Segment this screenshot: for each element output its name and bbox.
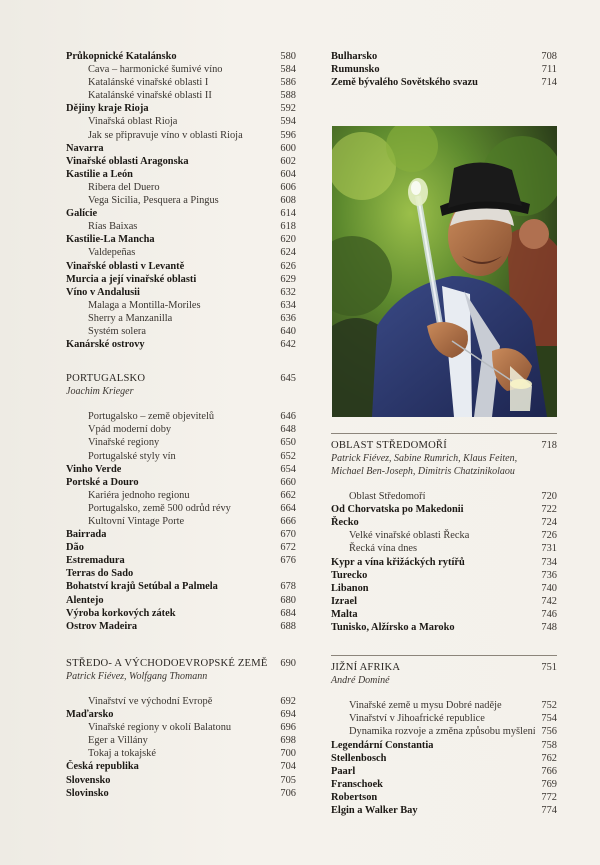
toc-entry-page-number: 664 — [280, 502, 296, 514]
toc-entry-page-number: 762 — [541, 752, 557, 764]
toc-entry-title: Katalánské vinařské oblasti I — [88, 77, 209, 89]
toc-entry — [66, 620, 296, 633]
toc-entry — [66, 286, 296, 299]
toc-entry — [331, 778, 557, 791]
mediterranean-section-list — [331, 490, 557, 634]
toc-entry-page-number: 724 — [541, 517, 557, 529]
toc-entry-title: Velké vinařské oblasti Řecka — [349, 530, 470, 542]
toc-entry-page-number: 752 — [541, 700, 557, 712]
toc-entry — [331, 621, 557, 634]
toc-entry-title: Kypr a vína křižáckých rytířů — [331, 556, 465, 568]
toc-entry — [66, 410, 296, 423]
section-divider — [331, 433, 557, 434]
toc-entry — [331, 542, 557, 555]
toc-entry-page-number: 654 — [280, 463, 296, 475]
south-africa-section-header — [331, 661, 557, 687]
toc-entry-page-number: 714 — [541, 77, 557, 89]
toc-entry-title: Portské a Douro — [66, 476, 139, 488]
toc-entry-page-number: 734 — [541, 556, 557, 568]
toc-entry-title: Vega Sicilia, Pesquera a Pingus — [88, 195, 219, 207]
toc-entry — [66, 489, 296, 502]
toc-entry-page-number: 629 — [280, 273, 296, 285]
toc-right-column — [331, 50, 557, 89]
toc-entry-page-number: 736 — [541, 569, 557, 581]
toc-entry-page-number: 640 — [280, 325, 296, 337]
toc-entry-page-number: 742 — [541, 595, 557, 607]
toc-entry — [66, 567, 296, 580]
toc-entry-title: Vinařská oblast Rioja — [88, 116, 178, 128]
toc-entry-title: Tunisko, Alžírsko a Maroko — [331, 622, 455, 634]
toc-entry-title: Galície — [66, 208, 98, 220]
toc-entry — [66, 528, 296, 541]
toc-entry — [66, 273, 296, 286]
toc-entry — [331, 569, 557, 582]
section-title: PORTUGALSKO — [66, 373, 146, 385]
toc-entry-page-number: 648 — [280, 424, 296, 436]
toc-entry — [66, 246, 296, 259]
toc-entry-page-number: 666 — [280, 516, 296, 527]
toc-entry — [66, 787, 296, 800]
toc-entry-title: Rías Baixas — [88, 221, 138, 233]
toc-entry-page-number: 600 — [280, 142, 296, 154]
toc-entry-title: Rumunsko — [331, 64, 380, 76]
toc-entry-page-number: 756 — [541, 726, 557, 738]
toc-entry-page-number: 594 — [280, 116, 296, 128]
toc-entry-title: Země bývalého Sovětského svazu — [331, 77, 478, 89]
toc-entry-title: Portugalsko – země objevitelů — [88, 411, 215, 423]
toc-entry-title: Vpád moderní doby — [88, 424, 172, 436]
toc-entry — [331, 490, 557, 503]
toc-entry-title: Vinařské oblasti Aragonska — [66, 155, 189, 167]
toc-entry-page-number: 758 — [541, 739, 557, 751]
toc-entry-page-number: 646 — [280, 411, 296, 423]
toc-entry-page-number: 626 — [280, 260, 296, 272]
toc-entry-title: Vinařské oblasti v Levantě — [66, 260, 185, 272]
toc-entry-page-number: 614 — [280, 208, 296, 220]
toc-entry-title: Legendární Constantia — [331, 739, 434, 751]
section-divider — [331, 655, 557, 656]
toc-entry-page-number: 662 — [280, 489, 296, 501]
toc-entry — [331, 739, 557, 752]
man-pouring-wine-photo — [332, 126, 557, 417]
toc-entry — [66, 76, 296, 89]
toc-entry — [66, 155, 296, 168]
toc-entry-title: Víno v Andalusii — [66, 286, 140, 298]
toc-entry-title: Valdepeñas — [88, 247, 136, 259]
spain-section-list — [66, 50, 296, 351]
toc-entry-page-number: 672 — [280, 542, 296, 554]
toc-entry — [66, 299, 296, 312]
toc-entry-title: Terras do Sado — [66, 568, 134, 580]
toc-entry-page-number: 769 — [541, 778, 557, 790]
toc-entry-page-number: 634 — [280, 299, 296, 311]
toc-entry-page-number: 772 — [541, 791, 557, 803]
toc-entry-page-number: 660 — [280, 476, 296, 488]
toc-entry — [331, 699, 557, 712]
toc-entry-title: Maďarsko — [66, 709, 114, 721]
toc-entry — [331, 76, 557, 89]
toc-entry-title: Průkopnické Katalánsko — [66, 51, 177, 62]
toc-entry-page-number: 708 — [541, 51, 557, 62]
toc-entry — [66, 580, 296, 593]
toc-entry-title: Bulharsko — [331, 51, 378, 62]
toc-entry — [66, 325, 296, 338]
toc-entry-title: Sherry a Manzanilla — [88, 312, 173, 324]
toc-entry-page-number: 606 — [280, 181, 296, 193]
toc-entry — [66, 450, 296, 463]
toc-entry-title: Ribera del Duero — [88, 181, 160, 193]
toc-entry-page-number: 711 — [541, 64, 557, 76]
toc-entry-title: Vinho Verde — [66, 463, 122, 475]
toc-entry-title: Vinařství v Jihoafrické republice — [349, 713, 485, 725]
toc-entry-page-number: 680 — [280, 594, 296, 606]
toc-entry — [331, 804, 557, 817]
toc-entry-title: Kastilie a León — [66, 168, 133, 180]
toc-entry-title: Tokaj a tokajské — [88, 748, 156, 760]
section-page-number: 718 — [541, 440, 557, 451]
toc-entry-title: Kariéra jednoho regionu — [88, 489, 190, 501]
toc-entry-page-number: 774 — [541, 804, 557, 816]
toc-entry-title: Bohatství krajů Setúbal a Palmela — [66, 581, 218, 593]
section-page-number: 645 — [280, 373, 296, 385]
toc-entry-title: Franschoek — [331, 778, 383, 790]
toc-entry — [331, 556, 557, 569]
section-page-number: 690 — [280, 657, 296, 669]
toc-entry-title: Kultovní Vintage Porte — [88, 516, 185, 527]
toc-entry — [331, 63, 557, 76]
section-page-number: 751 — [541, 662, 557, 674]
toc-entry-page-number: 706 — [280, 787, 296, 799]
toc-entry-page-number: 694 — [280, 709, 296, 721]
toc-entry-title: Eger a Villány — [88, 735, 148, 747]
toc-entry — [66, 423, 296, 436]
toc-entry — [331, 582, 557, 595]
toc-entry-title: Vinařské regiony — [88, 437, 160, 449]
toc-entry-page-number: 596 — [280, 129, 296, 141]
section-authors: Joachim Krieger — [66, 386, 134, 398]
toc-entry-title: Portugalsko, země 500 odrůd révy — [88, 502, 231, 514]
toc-entry-page-number: 652 — [280, 450, 296, 462]
toc-entry — [66, 721, 296, 734]
toc-entry-page-number: 580 — [280, 51, 296, 62]
toc-entry — [66, 594, 296, 607]
toc-entry-page-number: 670 — [280, 529, 296, 541]
toc-entry-title: Od Chorvatska po Makedonii — [331, 504, 464, 516]
toc-entry — [66, 102, 296, 115]
toc-entry-page-number: 584 — [280, 64, 296, 76]
mediterranean-section-header — [331, 439, 557, 478]
section-title-row — [331, 439, 557, 452]
toc-entry-title: Navarra — [66, 142, 104, 154]
toc-entry-title: Slovensko — [66, 774, 111, 786]
toc-entry-title: Katalánské vinařské oblasti II — [88, 90, 212, 102]
toc-entry-title: Výroba korkových zátek — [66, 607, 176, 619]
toc-entry-title: Dějiny kraje Rioja — [66, 103, 149, 115]
toc-entry-title: Systém solera — [88, 325, 147, 337]
toc-entry — [66, 708, 296, 721]
toc-entry-page-number: 722 — [541, 504, 557, 516]
toc-entry — [331, 752, 557, 765]
toc-entry-page-number: 624 — [280, 247, 296, 259]
toc-entry-page-number: 692 — [280, 695, 296, 707]
toc-entry — [66, 194, 296, 207]
toc-entry-title: Vinařské země u mysu Dobré naděje — [349, 700, 502, 712]
toc-entry — [66, 50, 296, 63]
toc-entry — [331, 529, 557, 542]
toc-entry-page-number: 618 — [280, 221, 296, 233]
toc-entry — [66, 233, 296, 246]
toc-entry-page-number: 684 — [280, 607, 296, 619]
toc-entry-title: Kanárské ostrovy — [66, 339, 145, 351]
toc-entry-page-number: 726 — [541, 530, 557, 542]
toc-entry-page-number: 602 — [280, 155, 296, 167]
toc-entry-page-number: 588 — [280, 90, 296, 102]
toc-entry-title: Česká republika — [66, 761, 139, 773]
section-title-row — [331, 661, 557, 674]
toc-entry-page-number: 698 — [280, 735, 296, 747]
toc-entry — [66, 142, 296, 155]
section-title: JIŽNÍ AFRIKA — [331, 662, 401, 674]
toc-entry — [66, 554, 296, 567]
toc-entry — [66, 774, 296, 787]
eastern-europe-continued-list — [331, 50, 557, 89]
section-authors: André Dominé — [331, 675, 390, 687]
toc-entry — [66, 541, 296, 554]
toc-entry-page-number: 678 — [280, 581, 296, 593]
toc-entry — [66, 502, 296, 515]
toc-entry-title: Murcia a její vinařské oblasti — [66, 273, 197, 285]
toc-entry — [66, 760, 296, 773]
toc-entry-title: Izrael — [331, 595, 357, 607]
toc-entry-title: Dynamika rozvoje a změna způsobu myšlení — [349, 726, 536, 738]
section-authors: Patrick Fiévez, Sabine Rumrich, Klaus Feiten, Michael Ben-Joseph, Dimitris Chatzinikolaou — [331, 453, 518, 478]
toc-entry — [66, 181, 296, 194]
toc-entry — [66, 89, 296, 102]
toc-entry-title: Libanon — [331, 582, 369, 594]
toc-entry — [331, 516, 557, 529]
toc-entry — [66, 515, 296, 528]
toc-entry — [331, 725, 557, 738]
toc-entry-title: Řecká vína dnes — [349, 543, 418, 555]
toc-entry-page-number: 700 — [280, 748, 296, 760]
toc-entry-page-number: 688 — [280, 620, 296, 632]
toc-entry — [66, 695, 296, 708]
toc-entry-title: Vinařství ve východní Evropě — [88, 695, 213, 707]
toc-right-column-lower — [331, 433, 557, 817]
toc-entry — [331, 712, 557, 725]
toc-entry-page-number: 705 — [280, 774, 296, 786]
toc-entry — [66, 734, 296, 747]
toc-entry-title: Slovinsko — [66, 787, 109, 799]
toc-entry-title: Elgin a Walker Bay — [331, 804, 418, 816]
central-east-section-header — [66, 657, 296, 683]
toc-entry-page-number: 592 — [280, 103, 296, 115]
toc-entry-title: Stellenbosch — [331, 752, 387, 764]
toc-entry — [66, 476, 296, 489]
central-east-section-list — [66, 695, 296, 800]
toc-entry — [331, 608, 557, 621]
toc-entry-page-number: 676 — [280, 555, 296, 567]
toc-entry-page-number: 642 — [280, 339, 296, 351]
toc-entry-title: Robertson — [331, 791, 378, 803]
toc-entry-title: Bairrada — [66, 529, 107, 541]
toc-entry — [331, 765, 557, 778]
toc-entry-title: Turecko — [331, 569, 368, 581]
toc-entry — [66, 63, 296, 76]
south-africa-section-list — [331, 699, 557, 817]
toc-entry-title: Dão — [66, 542, 84, 554]
toc-entry-page-number: 720 — [541, 491, 557, 503]
toc-entry-title: Portugalské styly vín — [88, 450, 176, 462]
toc-entry-title: Malta — [331, 608, 358, 620]
toc-entry — [331, 50, 557, 63]
section-title-row — [66, 372, 296, 385]
toc-entry — [331, 503, 557, 516]
toc-entry-title: Vinařské regiony v okolí Balatonu — [88, 722, 232, 734]
toc-entry-title: Jak se připravuje víno v oblasti Rioja — [88, 129, 243, 141]
toc-entry — [66, 129, 296, 142]
toc-entry — [331, 791, 557, 804]
toc-entry-page-number: 650 — [280, 437, 296, 449]
toc-entry — [66, 260, 296, 273]
toc-entry-page-number: 754 — [541, 713, 557, 725]
toc-entry-page-number: 604 — [280, 168, 296, 180]
toc-entry — [66, 115, 296, 128]
toc-entry-page-number: 636 — [280, 312, 296, 324]
toc-entry-page-number: 704 — [280, 761, 296, 773]
section-title-row — [66, 657, 296, 670]
toc-entry-page-number: 766 — [541, 765, 557, 777]
toc-entry-title: Řecko — [331, 517, 359, 529]
portugal-section-header — [66, 372, 296, 398]
toc-entry-page-number: 586 — [280, 77, 296, 89]
toc-entry-page-number: 748 — [541, 622, 557, 634]
toc-entry — [66, 220, 296, 233]
toc-entry-title: Alentejo — [66, 594, 104, 606]
toc-entry — [66, 338, 296, 351]
toc-entry — [66, 436, 296, 449]
toc-entry-title: Ostrov Madeira — [66, 620, 138, 632]
toc-entry-title: Estremadura — [66, 555, 125, 567]
toc-entry — [66, 168, 296, 181]
toc-entry-page-number: 632 — [280, 286, 296, 298]
toc-entry-title: Paarl — [331, 765, 356, 777]
toc-entry-title: Kastilie-La Mancha — [66, 234, 155, 246]
toc-entry-title: Malaga a Montilla-Moriles — [88, 299, 201, 311]
toc-entry-title: Cava – harmonické šumivé víno — [88, 64, 223, 76]
toc-left-column — [66, 50, 296, 800]
toc-entry — [66, 312, 296, 325]
portugal-section-list — [66, 410, 296, 633]
toc-entry — [66, 463, 296, 476]
toc-entry-page-number: 740 — [541, 582, 557, 594]
toc-entry-page-number: 620 — [280, 234, 296, 246]
toc-entry — [66, 607, 296, 620]
toc-entry-page-number: 608 — [280, 195, 296, 207]
toc-entry — [331, 595, 557, 608]
toc-entry-title: Oblast Středomoří — [349, 491, 426, 503]
section-title: STŘEDO- A VÝCHODOEVROPSKÉ ZEMĚ — [66, 657, 268, 669]
toc-entry-page-number: 696 — [280, 722, 296, 734]
toc-entry-page-number: 746 — [541, 608, 557, 620]
toc-entry — [66, 207, 296, 220]
toc-entry — [66, 747, 296, 760]
toc-entry-page-number: 731 — [541, 543, 557, 555]
section-title: OBLAST STŘEDOMOŘÍ — [331, 440, 447, 451]
section-authors: Patrick Fiévez, Wolfgang Thomann — [66, 670, 208, 682]
